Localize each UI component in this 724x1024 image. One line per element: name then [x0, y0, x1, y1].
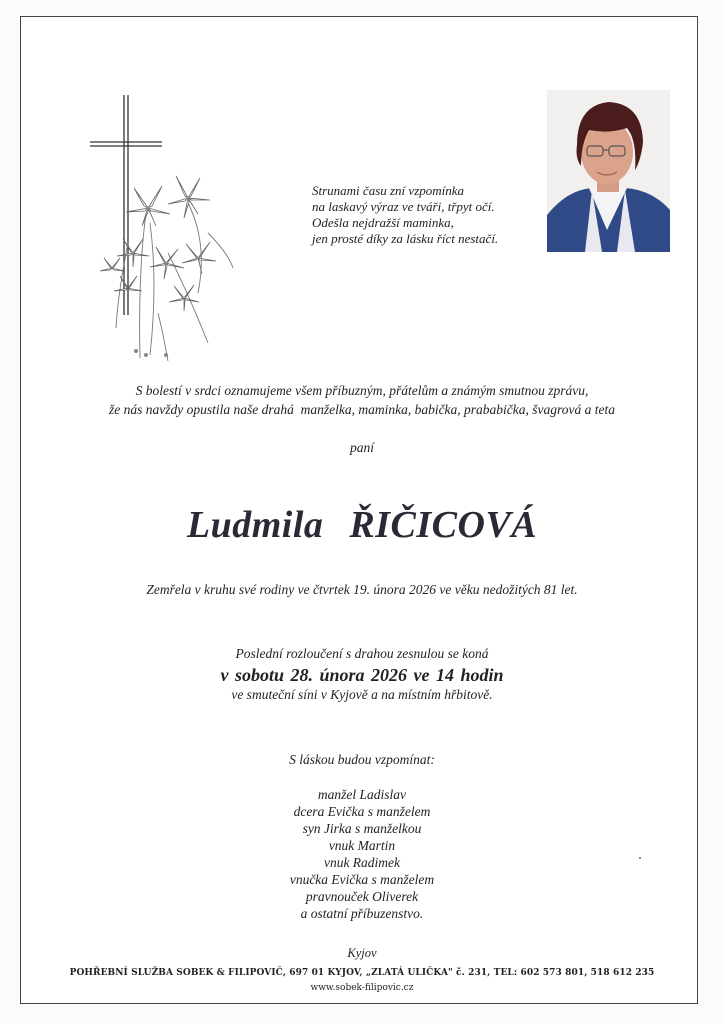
list-item: pravnouček Oliverek — [305, 889, 419, 904]
farewell-datetime: v sobotu 28. února 2026 ve 14 hodin — [220, 665, 504, 685]
list-item: vnučka Evička s manželem — [289, 872, 435, 887]
announcement-line-2: že nás navždy opustila naše drahá manželka, maminka, babička, prababička, švagrová a teta — [108, 402, 616, 417]
website-link[interactable]: www.sobek-filipovic.cz — [310, 983, 414, 993]
mourners-list — [0, 786, 724, 922]
speck — [639, 857, 641, 859]
cross-lilies-icon — [88, 93, 238, 365]
poem-line: Odešla nejdražší maminka, — [312, 215, 454, 230]
deceased-name — [0, 503, 724, 547]
list-item: manžel Ladislav — [317, 787, 407, 802]
death-info: Zemřela v kruhu své rodiny ve čtvrtek 19. února 2026 ve věku nedožitých 81 let. — [146, 582, 578, 597]
poem-line: Strunami času zní vzpomínka — [312, 183, 465, 198]
mourners-intro: S láskou budou vzpomínat: — [289, 752, 435, 767]
memorial-poem — [312, 183, 552, 247]
portrait-icon — [547, 90, 670, 252]
list-item: syn Jirka s manželkou — [302, 821, 422, 836]
city: Kyjov — [347, 946, 377, 960]
portrait-photo — [547, 90, 670, 252]
list-item: vnuk Radimek — [323, 855, 401, 870]
list-item: dcera Evička s manželem — [293, 804, 431, 819]
announcement-line-1: S bolestí v srdci oznamujeme všem příbuzným, přátelům a známým smutnou zprávu, — [135, 383, 589, 398]
announcement-text — [0, 381, 724, 419]
poem-line: jen prosté díky za lásku říct nestačí. — [312, 231, 499, 246]
farewell-place: ve smuteční síni v Kyjově a na místním hřbitově. — [231, 687, 493, 702]
title-word: paní — [349, 440, 374, 455]
funeral-service-footer: POHŘEBNÍ SLUŽBA SOBEK & FILIPOVIČ, 697 01 KYJOV, „ZLATÁ ULIČKA" č. 231, TEL: 602 573 801, 518 612 235 — [69, 968, 655, 978]
first-name: Ludmila — [186, 504, 324, 546]
last-name: ŘIČICOVÁ — [349, 504, 538, 546]
list-item: a ostatní příbuzenstvo. — [300, 906, 424, 921]
farewell-intro: Poslední rozloučení s drahou zesnulou se koná — [235, 646, 489, 661]
poem-line: na laskavý výraz ve tváři, třpyt očí. — [312, 199, 495, 214]
list-item: vnuk Martin — [328, 838, 396, 853]
